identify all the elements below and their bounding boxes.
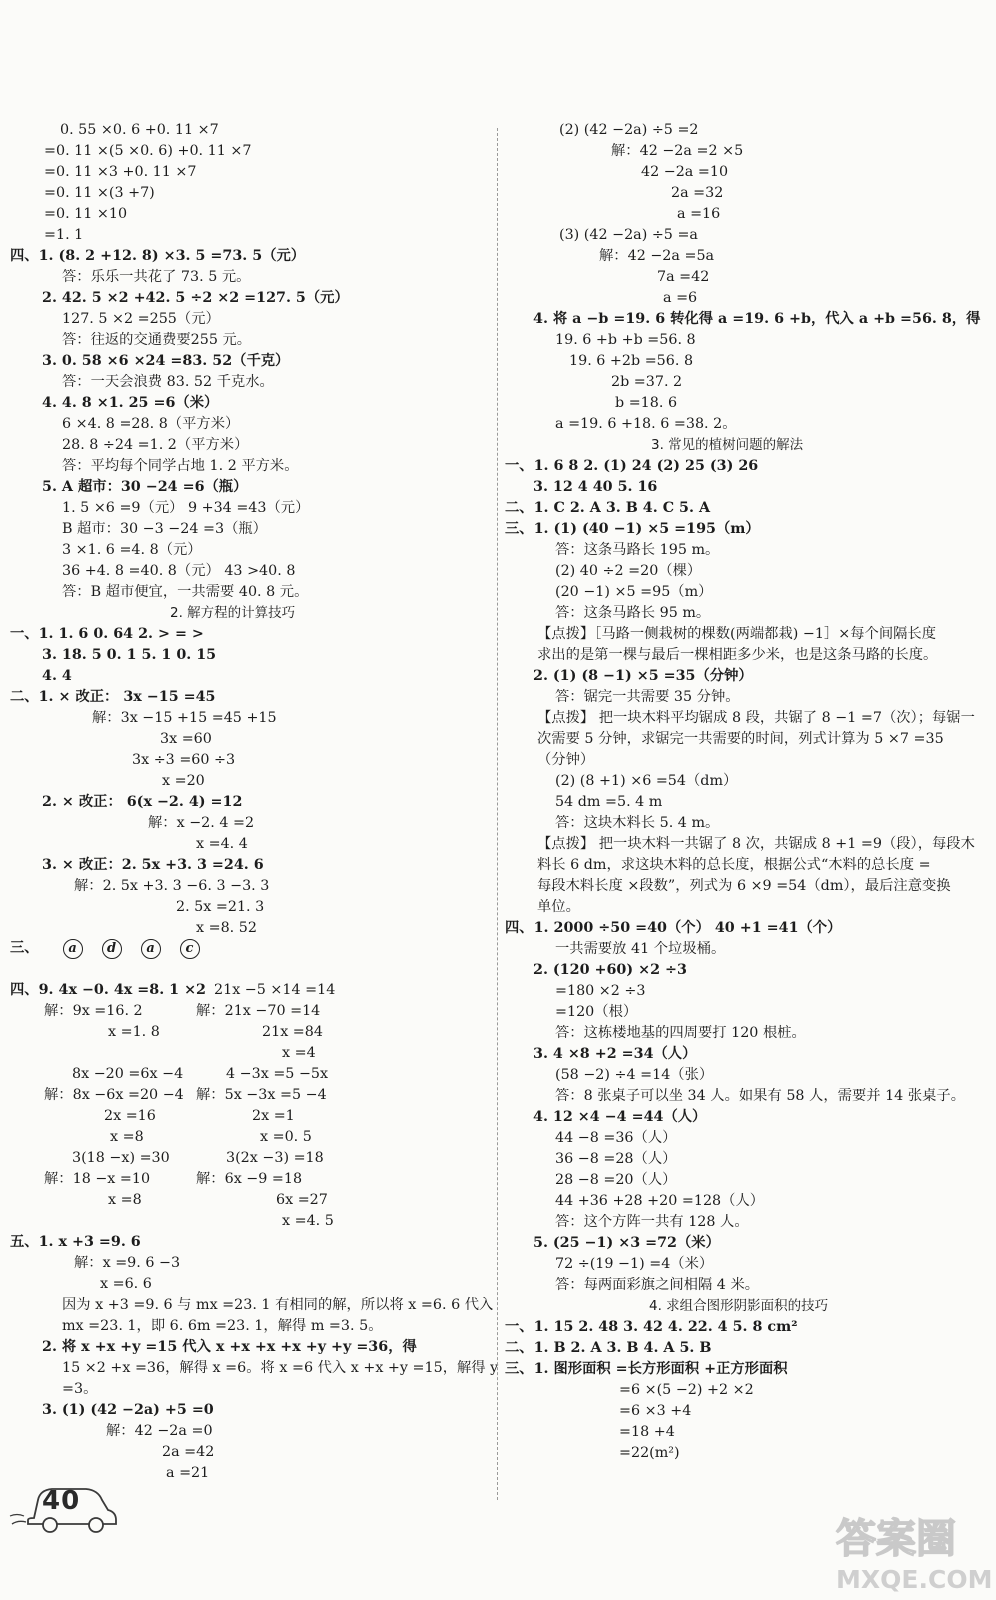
left-answer-line: 答：平均每个同学占地 1. 2 平方米。 [62,458,299,474]
left-answer-line: 四、9. 4x −0. 4x =8. 1 ×2 [10,982,207,998]
left-answer-line: 2. 5x =21. 3 [176,899,265,915]
section-3-choice-circles [10,937,214,959]
left-answer-line: 4. 4. 8 ×1. 25 =6（米） [42,395,219,411]
right-answer-line: 一、1. 6 8 2. (1) 24 (2) 25 (3) 26 [505,458,759,474]
svg-text:答案圈: 答案圈 [836,1516,956,1562]
left-answer-line: 2. × 改正： 6(x −2. 4) =12 [42,794,243,810]
left-answer-line: 答：B 超市便宜，一共需要 40. 8 元。 [62,584,309,600]
right-answer-line: =120（根） [555,1004,638,1020]
choice-circle: c [180,939,200,959]
left-answer-line: x =8 [108,1192,142,1208]
left-answer-line: 解：42 −2a =0 [106,1423,213,1439]
left-answer-line: 答：乐乐一共花了 73. 5 元。 [62,269,251,285]
left-answer-line: 2. 42. 5 ×2 +42. 5 ÷2 ×2 =127. 5（元） [42,290,349,306]
left-answer-line: 6 ×4. 8 =28. 8（平方米） [62,416,240,432]
right-answer-line: 单位。 [537,899,580,915]
left-answer-line: =0. 11 ×(5 ×0. 6) +0. 11 ×7 [44,143,252,159]
right-answer-line: 2a =32 [671,185,724,201]
right-answer-line: 44 −8 =36（人） [555,1130,677,1146]
left-answer-line: 4. 4 [42,668,72,684]
left-answer-line: =0. 11 ×3 +0. 11 ×7 [44,164,197,180]
right-answer-line: 【点拨】［马路一侧栽树的棵数(两端都栽) −1］×每个间隔长度 [537,626,937,642]
right-answer-line: 答：这栋楼地基的四周要打 120 根桩。 [555,1025,806,1041]
right-answer-line: 72 ÷(19 −1) =4（米） [555,1256,714,1272]
left-answer-line: 解：3x −15 +15 =45 +15 [92,710,277,726]
left-answer-line: 5. A 超市：30 −24 =6（瓶） [42,479,248,495]
right-answer-line: 答：8 张桌子可以坐 34 人。如果有 58 人，需要并 14 张桌子。 [555,1088,966,1104]
left-answer-line: x =8. 52 [196,920,257,936]
choice-circle: d [102,939,122,959]
right-answer-line: 4. 将 a −b =19. 6 转化得 a =19. 6 +b，代入 a +b =56. 8，得 [533,311,981,327]
left-answer-line: 一、1. 1. 6 0. 64 2. > = > [10,626,204,642]
left-answer-line: 3x =60 [160,731,212,747]
left-answer-line: 0. 55 ×0. 6 +0. 11 ×7 [60,122,219,138]
left-answer-line: 二、1. × 改正： 3x −15 =45 [10,689,216,705]
right-answer-line: =6 ×(5 −2) +2 ×2 [619,1382,754,1398]
left-answer-line: 3. 0. 58 ×6 ×24 =83. 52（千克） [42,353,290,369]
right-answer-line: 答：锯完一共需要 35 分钟。 [555,689,740,705]
left-answer-line: 解：6x −9 =18 [196,1171,303,1187]
right-section-heading: 3. 常见的植树问题的解法 [651,437,804,453]
left-answer-line: 3(2x −3) =18 [226,1150,324,1166]
left-answer-line: 3(18 −x) =30 [72,1150,170,1166]
right-answer-line: 每段木料长度 ×段数”，列式为 6 ×9 =54（dm），最后注意变换 [537,878,951,894]
left-answer-line: 因为 x +3 =9. 6 与 mx =23. 1 有相同的解，所以将 x =6. 6 代入 [62,1297,494,1313]
left-answer-line: 127. 5 ×2 =255（元） [62,311,220,327]
left-answer-line: 3 ×1. 6 =4. 8（元） [62,542,202,558]
left-answer-line: 2x =16 [104,1108,156,1124]
right-answer-line: 料长 6 dm，求这块木料的总长度，根据公式“木料的总长度 = [537,857,931,873]
right-answer-line: (2) (8 +1) ×6 =54（dm） [555,773,738,789]
right-answer-line: 四、1. 2000 ÷50 =40（个） 40 +1 =41（个） [505,920,842,936]
left-answer-line: mx =23. 1，即 6. 6m =23. 1，解得 m =3. 5。 [62,1318,383,1334]
watermark-logo [830,1506,995,1596]
right-answer-line: (3) (42 −2a) ÷5 =a [559,227,698,243]
left-answer-line: 3. (1) (42 −2a) +5 =0 [42,1402,214,1418]
right-answer-line: 2. (1) (8 −1) ×5 =35（分钟） [533,668,753,684]
right-answer-line: 44 +36 +28 +20 =128（人） [555,1193,765,1209]
left-answer-line: B 超市：30 −3 −24 =3（瓶） [62,521,267,537]
right-answer-line: =6 ×3 +4 [619,1403,692,1419]
right-answer-line: 【点拨】 把一块木料平均锯成 8 段，共锯了 8 −1 =7（次）；每锯一 [537,710,975,726]
right-answer-line: a =16 [677,206,721,222]
right-answer-line: =18 +4 [619,1424,675,1440]
left-answer-line: a =21 [166,1465,210,1481]
left-answer-line: 3x ÷3 =60 ÷3 [132,752,236,768]
left-answer-line: 四、1. (8. 2 +12. 8) ×3. 5 =73. 5（元） [10,248,306,264]
right-answer-line: 42 −2a =10 [641,164,729,180]
left-answer-line: =1. 1 [44,227,84,243]
left-answer-line: 8x −20 =6x −4 [72,1066,184,1082]
right-answer-line: =22(m²) [619,1445,680,1461]
right-answer-line: 28 −8 =20（人） [555,1172,677,1188]
right-answer-line: (2) (42 −2a) ÷5 =2 [559,122,699,138]
right-answer-line: （分钟） [537,752,595,768]
section-3-label: 三、 [10,940,39,956]
right-answer-line: (20 −1) ×5 =95（m） [555,584,713,600]
right-answer-line: 二、1. C 2. A 3. B 4. C 5. A [505,500,711,516]
right-answer-line: (58 −2) ÷4 =14（张） [555,1067,714,1083]
svg-text:MXQE.COM: MXQE.COM [836,1565,993,1594]
left-answer-line: 解：21x −70 =14 [196,1003,321,1019]
right-answer-line: 答：每两面彩旗之间相隔 4 米。 [555,1277,760,1293]
right-answer-line: a =19. 6 +18. 6 =38. 2。 [555,416,737,432]
left-answer-line: x =4. 4 [196,836,248,852]
left-answer-line: x =1. 8 [108,1024,160,1040]
left-answer-line: 解：9x =16. 2 [44,1003,143,1019]
right-section-heading: 4. 求组合图形阴影面积的技巧 [649,1298,829,1314]
left-answer-line: 答：一天会浪费 83. 52 千克水。 [62,374,274,390]
right-answer-line: 解：42 −2a =5a [599,248,715,264]
right-answer-line: 答：这个方阵一共有 128 人。 [555,1214,749,1230]
left-answer-line: 36 +4. 8 =40. 8（元） 43 >40. 8 [62,563,296,579]
right-answer-line: 一共需要放 41 个垃圾桶。 [555,941,726,957]
right-answer-line: 三、1. 图形面积 =长方形面积 +正方形面积 [505,1361,788,1377]
right-answer-line: 4. 12 ×4 −4 =44（人） [533,1109,707,1125]
column-divider [497,128,498,1500]
left-answer-line: 答：往返的交通费要255 元。 [62,332,252,348]
left-answer-line: 2a =42 [162,1444,215,1460]
left-answer-line: 解：2. 5x +3. 3 −6. 3 −3. 3 [74,878,270,894]
left-answer-line: 4 −3x =5 −5x [226,1066,329,1082]
left-answer-line: =3。 [62,1381,98,1397]
right-answer-line: 答：这块木料长 5. 4 m。 [555,815,720,831]
page-number: 40 [42,1486,81,1516]
right-answer-line: 2. (120 +60) ×2 ÷3 [533,962,687,978]
right-answer-line: 二、1. B 2. A 3. B 4. A 5. B [505,1340,712,1356]
left-answer-line: 解：8x −6x =20 −4 [44,1087,184,1103]
left-answer-line: 解：x =9. 6 −3 [74,1255,181,1271]
left-answer-line: x =0. 5 [260,1129,312,1145]
left-answer-line: 解：x −2. 4 =2 [148,815,255,831]
right-answer-line: 答：这条马路长 95 m。 [555,605,711,621]
right-answer-line: 2b =37. 2 [611,374,683,390]
right-answer-line: 36 −8 =28（人） [555,1151,677,1167]
right-answer-line: 三、1. (1) (40 −1) ×5 =195（m） [505,521,760,537]
left-answer-line: 五、1. x +3 =9. 6 [10,1234,141,1250]
left-answer-line: 15 ×2 +x =36，解得 x =6。将 x =6 代入 x +x +y =15，解得 y [62,1360,499,1376]
left-answer-line: 2x =1 [252,1108,295,1124]
left-answer-line: x =6. 6 [100,1276,152,1292]
left-answer-line: 21x =84 [262,1024,323,1040]
right-answer-line: 7a =42 [657,269,710,285]
left-answer-line: x =8 [110,1129,144,1145]
choice-circle: a [63,939,83,959]
right-answer-line: a =6 [663,290,698,306]
left-answer-line: 1. 5 ×6 =9（元） 9 +34 =43（元） [62,500,310,516]
right-answer-line: 3. 12 4 40 5. 16 [533,479,658,495]
page-number-badge [8,1480,120,1538]
left-answer-line: 6x =27 [276,1192,328,1208]
left-answer-line: 3. × 改正：2. 5x +3. 3 =24. 6 [42,857,264,873]
right-answer-line: 【点拨】 把一块木料一共锯了 8 次，共锯成 8 +1 =9（段），每段木 [537,836,975,852]
left-answer-line: 3. 18. 5 0. 1 5. 1 0. 15 [42,647,217,663]
left-answer-line: 解：5x −3x =5 −4 [196,1087,327,1103]
left-answer-line: x =20 [162,773,205,789]
left-section-heading: 2. 解方程的计算技巧 [170,605,296,621]
right-answer-line: 54 dm =5. 4 m [555,794,663,810]
right-answer-line: 19. 6 +b +b =56. 8 [555,332,696,348]
right-answer-line: (2) 40 ÷2 =20（棵） [555,563,702,579]
left-answer-line: 解：18 −x =10 [44,1171,151,1187]
choice-circle: a [141,939,161,959]
right-answer-line: 5. (25 −1) ×3 =72（米） [533,1235,720,1251]
right-answer-line: 19. 6 +2b =56. 8 [569,353,694,369]
left-answer-line: 2. 将 x +x +y =15 代入 x +x +x +x +y +y =36，得 [42,1339,417,1355]
right-answer-line: 解：42 −2a =2 ×5 [611,143,744,159]
right-answer-line: 答：这条马路长 195 m。 [555,542,720,558]
right-answer-line: 求出的是第一棵与最后一棵相距多少米，也是这条马路的长度。 [537,647,938,663]
right-answer-line: =180 ×2 ÷3 [555,983,646,999]
right-answer-line: 次需要 5 分钟，求锯完一共需要的时间，列式计算为 5 ×7 =35 [537,731,944,747]
right-answer-line: 3. 4 ×8 +2 =34（人） [533,1046,697,1062]
left-answer-line: =0. 11 ×(3 +7) [44,185,155,201]
right-answer-line: b =18. 6 [615,395,678,411]
left-answer-line: x =4 [282,1045,316,1061]
left-answer-line: =0. 11 ×10 [44,206,128,222]
right-answer-line: 一、1. 15 2. 48 3. 42 4. 22. 4 5. 8 cm² [505,1319,798,1335]
left-answer-line: 28. 8 ÷24 =1. 2（平方米） [62,437,249,453]
left-answer-line: 21x −5 ×14 =14 [214,982,336,998]
left-answer-line: x =4. 5 [282,1213,334,1229]
